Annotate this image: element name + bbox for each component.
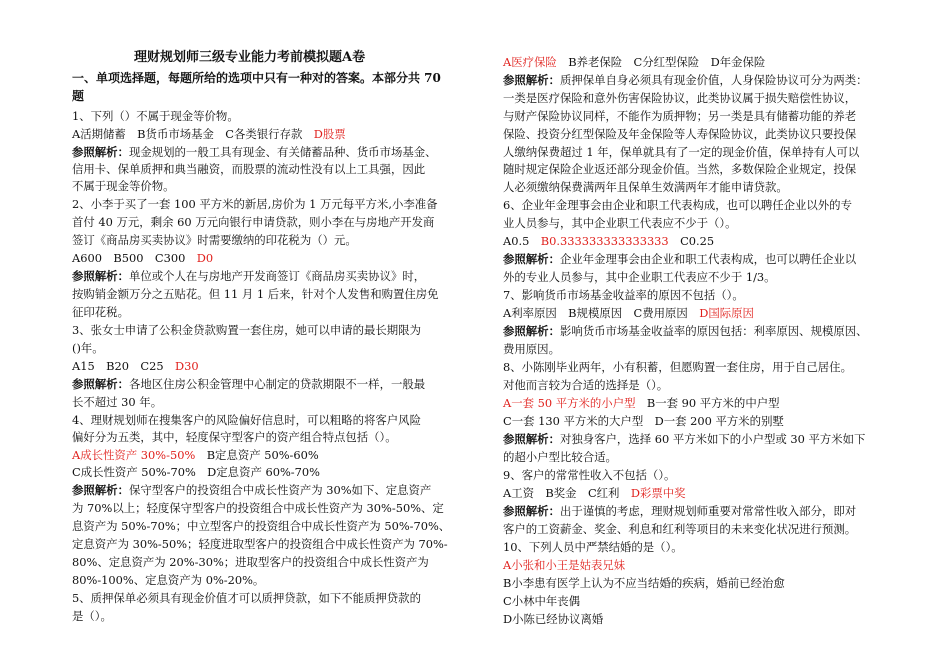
q3-explanation — [72, 376, 425, 392]
q4-explanation-line6: 80%-100%、定息资产为 0%-20%。 — [72, 573, 265, 587]
question-9-options — [503, 485, 686, 501]
q2-explanation-line2: 按购销金额万分之五贴花。但 11 月 1 后来，针对个人发售和购置住房免 — [72, 287, 439, 301]
q10-option-b: B小李患有医学上认为不应当结婚的疾病，婚前已经治愈 — [503, 576, 785, 590]
question-2-line3: 签订《商品房买卖协议》时需要缴纳的印花税为（）元。 — [72, 233, 357, 247]
explanation-text: 保守型客户的投资组合中成长性资产为 30%如下、定息资产 — [128, 483, 432, 497]
q5-explanation-line5: 人缴纳保费超过 1 年，保单就具有了一定的现金价值，保单持有人可以 — [503, 145, 860, 159]
q9-explanation — [503, 503, 856, 519]
q8-answer: A一套 50 平方米的小户型 — [503, 396, 636, 410]
q4-explanation-line3: 息资产为 50%-70%；中立型客户的投资组合中成长性资产为 50%-70%、 — [72, 519, 451, 533]
question-7-options — [503, 305, 754, 321]
question-2-line2: 首付 40 万元，剩余 60 万元向银行申请贷款，则小李在与房地产开发商 — [72, 215, 435, 229]
question-1-options — [72, 126, 346, 142]
q5-explanation-line7: 人必须缴纳保费满两年且保单生效满两年才能申请贷款。 — [503, 180, 788, 194]
q5-answer: A医疗保险 — [503, 55, 557, 69]
q7-explanation — [503, 323, 868, 339]
q6-explanation — [503, 251, 856, 267]
explanation-label: 参照解析： — [72, 269, 129, 283]
q10-option-c: C小林中年丧偶 — [503, 594, 581, 608]
q1-options-text: A活期储蓄 B货币市场基金 C各类银行存款 — [72, 127, 314, 141]
q1-explanation-line3: 不属于现金等价物。 — [72, 179, 175, 193]
question-10: 10、下列人员中严禁结婚的是（）。 — [503, 540, 683, 554]
question-3-options — [72, 358, 199, 374]
question-8-options-cd: C一套 130 平方米的大户型 D一套 200 平方米的别墅 — [503, 414, 784, 428]
q1-explanation — [72, 144, 437, 160]
q6-answer: B0.333333333333333 — [540, 234, 669, 248]
question-2-options — [72, 250, 213, 266]
question-8-line2: 对他而言较为合适的选择是（）。 — [503, 378, 669, 392]
explanation-label: 参照解析： — [503, 432, 560, 446]
question-7: 7、影响货币市场基金收益率的原因不包括（）。 — [503, 288, 744, 302]
question-5-line2: 是（）。 — [72, 609, 112, 623]
question-8-line1: 8、小陈刚毕业两年，小有积蓄，但愿购置一套住房，用于自己居住。 — [503, 360, 852, 374]
question-5-line1: 5、质押保单必须具有现金价值才可以质押贷款，如下不能质押贷款的 — [72, 591, 421, 605]
q5-explanation-line4: 保险、投资分红型保险及年金保险等人寿保险协议，此类协议只要投保 — [503, 127, 857, 141]
question-6-line1: 6、企业年金理事会由企业和职工代表构成，也可以聘任企业以外的专 — [503, 198, 852, 212]
explanation-label: 参照解析： — [503, 252, 560, 266]
q9-answer: D彩票中奖 — [630, 486, 686, 500]
q5-options-text: B养老保险 C分红型保险 D年金保险 — [556, 55, 766, 69]
q9-explanation-line2: 客户的工资薪金、奖金、利息和红利等项目的未来变化状况进行预测。 — [503, 522, 857, 536]
q2-options-text: A600 B500 C300 — [72, 251, 197, 265]
explanation-label: 参照解析： — [503, 324, 560, 338]
q2-explanation — [72, 268, 425, 284]
doc-title: 理财规划师三级专业能力考前模拟题A卷 — [134, 50, 366, 65]
q6-explanation-line2: 外的专业人员参与，其中企业职工代表应不少于 1/3。 — [503, 270, 776, 284]
q3-answer: D30 — [174, 359, 199, 373]
q4-explanation-line5: 80%、定息资产为 20%-30%；进取型客户的投资组合中成长性资产为 — [72, 555, 429, 569]
explanation-text: 单位或个人在与房地产开发商签订《商品房买卖协议》时， — [128, 269, 426, 283]
q10-option-d: D小陈已经协议离婚 — [503, 612, 604, 626]
q7-answer: D国际原因 — [699, 306, 754, 320]
q8-explanation-line2: 的超小户型比较合适。 — [503, 450, 617, 464]
question-3-line2: ()年。 — [72, 341, 104, 355]
q8-option-b: B一套 90 平方米的中户型 — [635, 396, 780, 410]
question-8-options-ab — [503, 395, 780, 411]
question-4-line2: 偏好分为五类，其中，轻度保守型客户的资产组合特点包括（）。 — [72, 430, 397, 444]
q4-option-b: B定息资产 50%-60% — [195, 448, 319, 462]
q6-option-a: A0.5 — [503, 234, 541, 248]
q5-explanation-line6: 随时规定保险企业返还部分现金价值。当然，多数保险企业规定，投保 — [503, 162, 857, 176]
q5-explanation-line2: 一类是医疗保险和意外伤害保险协议，此类协议属于损失赔偿性协议， — [503, 91, 857, 105]
q3-explanation-line2: 长不超过 30 年。 — [72, 395, 163, 409]
explanation-text: 企业年金理事会由企业和职工代表构成，也可以聘任企业以 — [559, 252, 857, 266]
q6-option-c: C0.25 — [668, 234, 715, 248]
explanation-text: 现金规划的一般工具有现金、有关储蓄品种、货币市场基金、 — [128, 145, 437, 159]
question-4-options-cd: C成长性资产 50%-70% D定息资产 60%-70% — [72, 465, 320, 479]
q2-answer: D0 — [196, 251, 214, 265]
explanation-text: 质押保单自身必须具有现金价值，人身保险协议可分为两类： — [559, 73, 868, 87]
q5-explanation — [503, 72, 868, 88]
q1-answer: D股票 — [313, 127, 346, 141]
explanation-label: 参照解析： — [72, 483, 129, 497]
q1-explanation-line2: 信用卡、保单质押和典当融资，而股票的流动性没有以上工具强，因此 — [72, 162, 426, 176]
question-9: 9、客户的常常性收入不包括（）。 — [503, 468, 676, 482]
q9-options-text: A工资 B奖金 C红利 — [503, 486, 631, 500]
q10-answer: A小张和小王是姑表兄妹 — [503, 558, 626, 572]
q2-explanation-line3: 征印花税。 — [72, 305, 129, 319]
explanation-text: 影响货币市场基金收益率的原因包括：利率原因、规模原因、 — [559, 324, 868, 338]
explanation-label: 参照解析： — [72, 145, 129, 159]
question-4-options-ab — [72, 447, 319, 463]
question-5-options — [503, 54, 765, 70]
section-heading-line1: 一、单项选择题，每题所给的选项中只有一种对的答案。本部分共 70 — [72, 71, 441, 85]
question-1: 1、下列（）不属于现金等价物。 — [72, 109, 239, 123]
explanation-text: 对独身客户，选择 60 平方米如下的小户型或 30 平方米如下 — [559, 432, 866, 446]
q8-explanation — [503, 431, 865, 447]
q4-answer: A成长性资产 30%-50% — [72, 448, 196, 462]
q3-options-text: A15 B20 C25 — [72, 359, 175, 373]
q7-explanation-line2: 费用原因。 — [503, 342, 560, 356]
section-heading-line2: 题 — [72, 89, 85, 103]
explanation-text: 出于谨慎的考虑，理财规划师重要对常常性收入部分，即对 — [559, 504, 857, 518]
explanation-label: 参照解析： — [503, 73, 560, 87]
question-4-line1: 4、理财规划师在搜集客户的风险偏好信息时，可以粗略的将客户风险 — [72, 413, 421, 427]
q4-explanation-line2: 为 70%以上；轻度保守型客户的投资组合中成长性资产为 30%-50%、定 — [72, 501, 444, 515]
explanation-label: 参照解析： — [503, 504, 560, 518]
q4-explanation — [72, 482, 431, 498]
explanation-text: 各地区住房公积金管理中心制定的贷款期限不一样，一般最 — [128, 377, 426, 391]
q4-explanation-line4: 定息资产为 30%-50%；轻度进取型客户的投资组合中成长性资产为 70%- — [72, 537, 448, 551]
question-2-line1: 2、小李于买了一套 100 平方米的新居,房价为 1 万元每平方米,小李准备 — [72, 197, 438, 211]
question-6-options — [503, 233, 714, 249]
explanation-label: 参照解析： — [72, 377, 129, 391]
q7-options-text: A利率原因 B规模原因 C费用原因 — [503, 306, 700, 320]
question-6-line2: 业人员参与，其中企业职工代表应不少于（）。 — [503, 216, 737, 230]
question-3-line1: 3、张女士申请了公积金贷款购置一套住房，她可以申请的最长期限为 — [72, 323, 421, 337]
q5-explanation-line3: 与财产保险协议同样，不能作为质押物；另一类是具有储蓄功能的养老 — [503, 109, 857, 123]
